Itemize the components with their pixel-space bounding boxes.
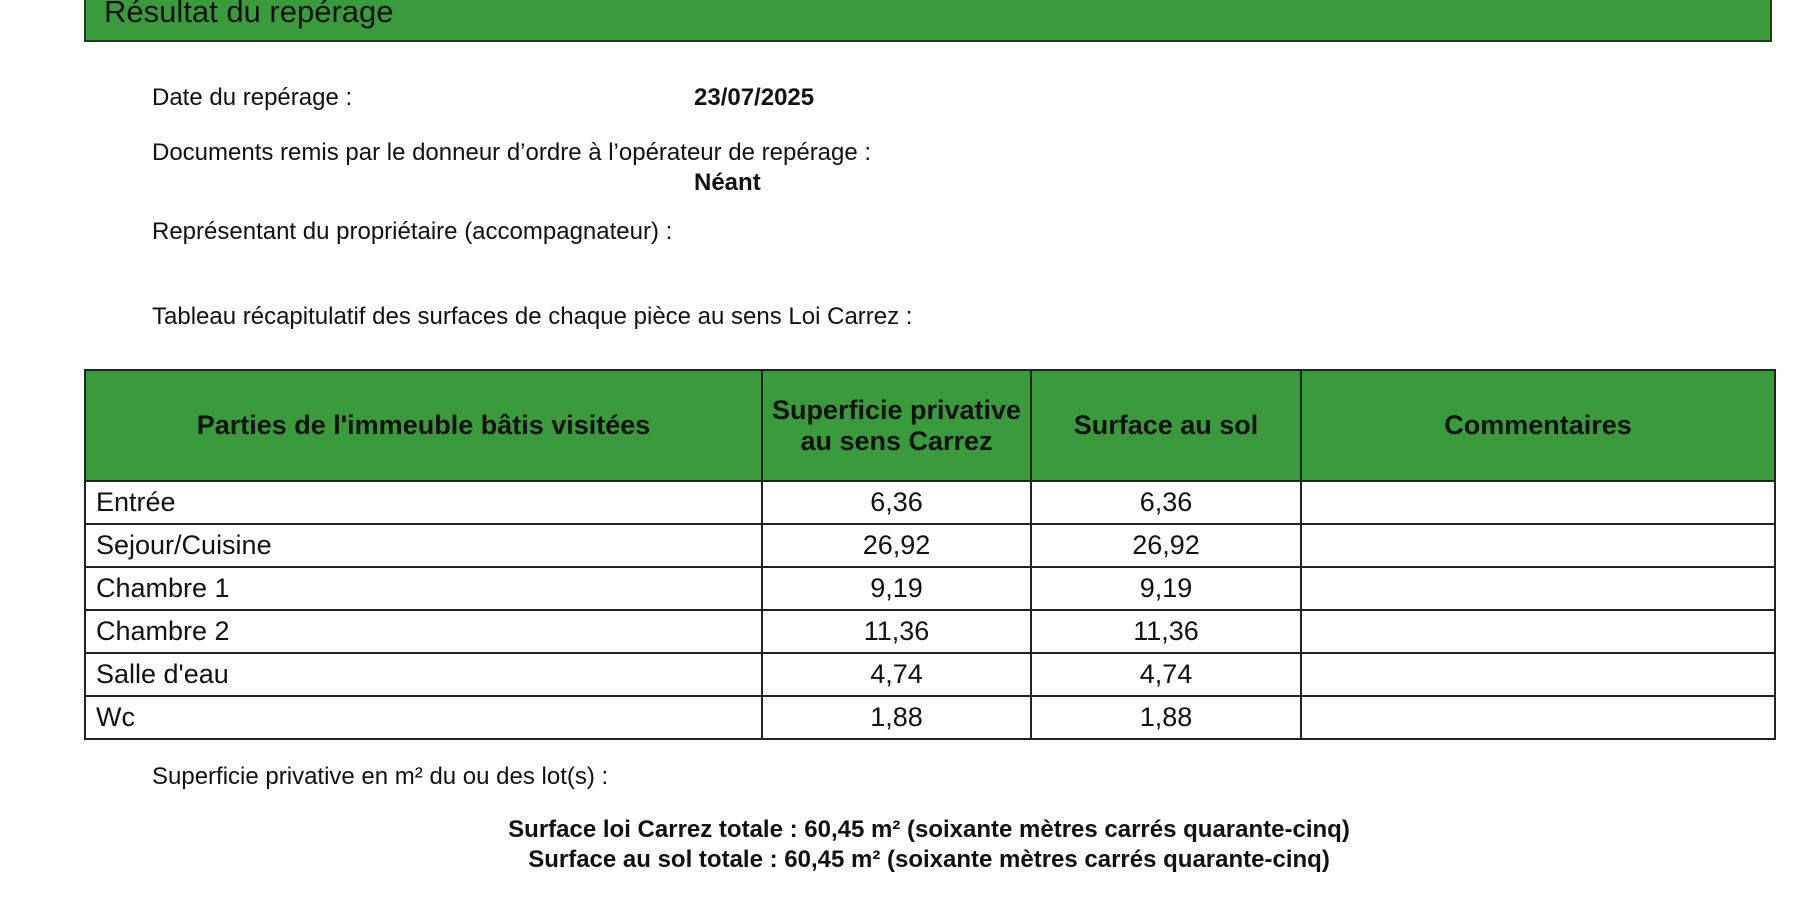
cell-comment	[1301, 481, 1775, 524]
cell-sol: 26,92	[1031, 524, 1301, 567]
cell-part: Chambre 1	[85, 567, 762, 610]
table-row	[85, 567, 1775, 610]
table-header-row	[85, 370, 1775, 481]
section-header-bar	[84, 0, 1772, 42]
cell-part: Chambre 2	[85, 610, 762, 653]
table-row	[85, 696, 1775, 739]
representative-label: Représentant du propriétaire (accompagnateur) :	[152, 218, 673, 245]
documents-value: Néant	[694, 169, 761, 196]
cell-carrez: 9,19	[762, 567, 1031, 610]
cell-carrez: 4,74	[762, 653, 1031, 696]
header-superficie-carrez: Superficie privative au sens Carrez	[762, 370, 1031, 481]
cell-comment	[1301, 610, 1775, 653]
cell-comment	[1301, 524, 1775, 567]
total-carrez: Surface loi Carrez totale : 60,45 m² (soixante mètres carrés quarante-cinq)	[508, 816, 1350, 843]
cell-part: Entrée	[85, 481, 762, 524]
cell-sol: 4,74	[1031, 653, 1301, 696]
date-label: Date du repérage :	[152, 84, 353, 111]
cell-comment	[1301, 653, 1775, 696]
surfaces-table	[84, 369, 1776, 740]
table-row	[85, 481, 1775, 524]
cell-carrez: 6,36	[762, 481, 1031, 524]
cell-sol: 6,36	[1031, 481, 1301, 524]
cell-carrez: 26,92	[762, 524, 1031, 567]
date-value: 23/07/2025	[694, 84, 815, 111]
cell-part: Salle d'eau	[85, 653, 762, 696]
cell-part: Wc	[85, 696, 762, 739]
header-commentaires: Commentaires	[1301, 370, 1775, 481]
cell-sol: 11,36	[1031, 610, 1301, 653]
cell-comment	[1301, 567, 1775, 610]
cell-part: Sejour/Cuisine	[85, 524, 762, 567]
cell-carrez: 11,36	[762, 610, 1031, 653]
cell-sol: 1,88	[1031, 696, 1301, 739]
documents-label: Documents remis par le donneur d’ordre à l’opérateur de repérage :	[152, 139, 872, 166]
header-surface-sol: Surface au sol	[1031, 370, 1301, 481]
superficie-label: Superficie privative en m² du ou des lot(s) :	[152, 763, 609, 790]
cell-carrez: 1,88	[762, 696, 1031, 739]
table-row	[85, 524, 1775, 567]
cell-comment	[1301, 696, 1775, 739]
table-intro: Tableau récapitulatif des surfaces de chaque pièce au sens Loi Carrez :	[152, 303, 913, 330]
table-row	[85, 610, 1775, 653]
total-sol: Surface au sol totale : 60,45 m² (soixante mètres carrés quarante-cinq)	[528, 846, 1330, 873]
section-title: Résultat du repérage	[104, 0, 394, 29]
header-parties: Parties de l'immeuble bâtis visitées	[85, 370, 762, 481]
table-row	[85, 653, 1775, 696]
cell-sol: 9,19	[1031, 567, 1301, 610]
